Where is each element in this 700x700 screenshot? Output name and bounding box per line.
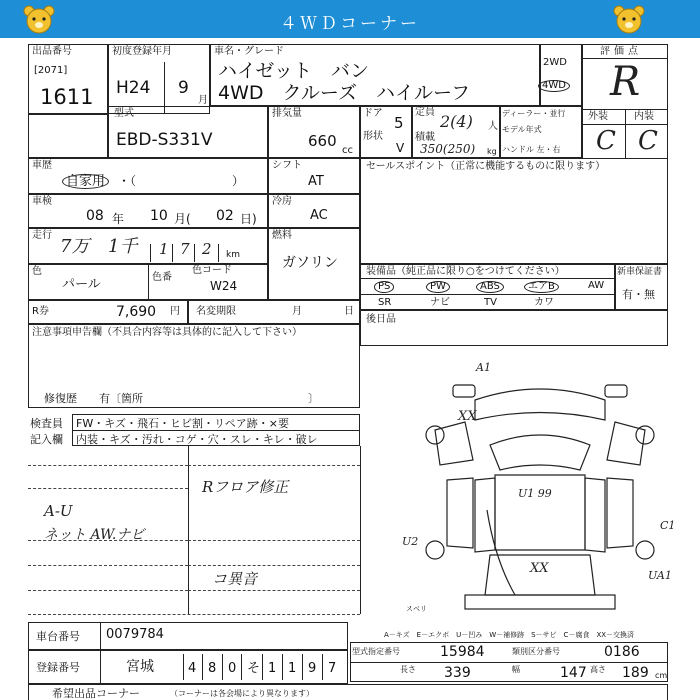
load-value: 350(250)	[420, 142, 476, 156]
fill-items: 内装・キズ・汚れ・コゲ・穴・スレ・キレ・破レ	[76, 433, 318, 446]
damage-mark: U1 99	[518, 487, 552, 500]
color-label: 色	[32, 266, 42, 277]
usage-label: 車歴	[32, 160, 52, 171]
plate-digit: 1	[268, 661, 277, 676]
handwriting-r-floor: Rフロア修正	[202, 478, 289, 496]
equip-aw: AW	[588, 280, 605, 291]
plate-digit: 0	[228, 661, 237, 676]
drive-box	[540, 44, 582, 106]
damage-mark: U2	[402, 535, 419, 548]
damage-mark: A1	[476, 361, 491, 374]
displacement-label: 排気量	[272, 108, 302, 119]
damage-mark: XX	[530, 561, 549, 576]
capacity-label: 定員	[415, 107, 435, 118]
type-code-value: 15984	[440, 644, 485, 660]
plate-digit: 1	[288, 661, 297, 676]
plate-region: 宮城	[126, 659, 154, 675]
inspection-month: 10	[150, 208, 168, 224]
dims-unit: cm	[655, 671, 668, 680]
chassis-value: 0079784	[106, 627, 164, 642]
rear-box	[360, 310, 668, 346]
footer-note: （コーナーは各会場により異なります）	[170, 689, 314, 698]
capacity-value: 2(4)	[440, 112, 473, 131]
mileage-sen: 1千	[108, 236, 138, 257]
model-label: 型式	[114, 108, 134, 119]
plate-digit: 7	[328, 661, 337, 676]
equip-airbag: エアB	[524, 281, 559, 293]
recycle-value: 7,690	[116, 304, 157, 320]
type-code-label: 型式指定番号	[352, 647, 400, 656]
handwriting-noise: コ異音	[212, 570, 258, 588]
color-code-value: W24	[210, 279, 238, 293]
handwriting-au: A-U	[44, 502, 73, 520]
footer-label: 希望出品コーナー	[52, 687, 140, 700]
color-num-label: 色番	[152, 272, 172, 283]
recycle-box	[28, 300, 188, 324]
handle-label: ハンドル 左・右	[502, 145, 561, 154]
tax-month: 月	[292, 306, 302, 317]
shift-label: シフト	[272, 160, 302, 171]
ac-value: AC	[310, 208, 328, 223]
equip-leather: カワ	[534, 297, 554, 308]
color-value: パール	[62, 277, 101, 292]
first-reg-month: 9	[178, 78, 189, 98]
interior-score: C	[638, 126, 658, 156]
equip-sr: SR	[378, 297, 392, 308]
first-reg-era: H24	[116, 78, 151, 98]
mileage-digit: 7	[180, 240, 190, 258]
score-value: R	[610, 59, 641, 105]
model-year-label: モデル年式	[502, 125, 542, 134]
equip-abs: ABS	[476, 281, 504, 293]
drive-4wd-circled: 4WD	[538, 80, 570, 92]
equip-tv: TV	[484, 297, 497, 308]
fuel-value: ガソリン	[282, 255, 338, 271]
category-label: 類別区分番号	[512, 647, 560, 656]
sales-box	[360, 158, 668, 264]
length-label: 長さ	[400, 665, 416, 674]
damage-mark: XX	[458, 409, 477, 424]
plate-digit: そ	[247, 661, 261, 676]
inspection-label: 車検	[32, 196, 52, 207]
category-value: 0186	[604, 644, 640, 660]
length-value: 339	[444, 665, 471, 681]
inspection-day-unit: 日)	[240, 212, 257, 226]
score-label: 評価点	[600, 46, 642, 57]
tax-day: 日	[344, 306, 354, 317]
handwriting-net-aw: ネット AW.ナビ	[44, 527, 145, 543]
check-items: FW・キズ・飛石・ヒビ割・リペア跡・×要	[76, 417, 289, 430]
corner-title: ４ＷＤコーナー	[280, 14, 420, 34]
load-unit: kg	[487, 147, 497, 156]
shape-label: 形状	[363, 131, 383, 142]
plate-digit: 8	[208, 661, 217, 676]
mileage-label: 走行	[32, 230, 52, 241]
notes-label: 注意事項申告欄（不具合内容等は具体的に記入して下さい）	[32, 327, 302, 338]
recycle-unit: 円	[170, 306, 180, 317]
height-value: 189	[622, 665, 649, 681]
height-label: 高さ	[590, 665, 606, 674]
mileage-man: 7万	[60, 236, 90, 257]
plate-digit: 9	[308, 661, 317, 676]
inspection-month-unit: 月(	[174, 212, 191, 226]
lot-sub: [2071]	[34, 65, 68, 76]
width-value: 147	[560, 665, 587, 681]
rear-label: 後日品	[366, 314, 396, 325]
usage-rest: ・（ ）	[118, 174, 245, 188]
bear-mascot-icon	[22, 4, 56, 34]
plate-label: 登録番号	[36, 661, 80, 674]
chassis-label: 車台番号	[36, 630, 80, 643]
tax-label: 名変期限	[196, 306, 236, 317]
doors-value: 5	[394, 114, 404, 132]
sales-label: セールスポイント（正常に機能するものに限ります）	[366, 161, 606, 172]
diagram-tag: スベリ	[406, 605, 427, 613]
exterior-label: 外装	[588, 111, 608, 122]
damage-mark: C1	[660, 519, 676, 532]
displacement-value: 660	[308, 132, 337, 150]
ac-label: 冷房	[272, 196, 292, 207]
doors-label: ドア	[363, 108, 383, 119]
mileage-unit: km	[226, 250, 240, 260]
car-name-line1: ハイゼット バン	[218, 60, 370, 82]
car-name-line2: 4WD クルーズ ハイルーフ	[218, 82, 471, 104]
shift-value: AT	[308, 174, 324, 189]
warranty-value: 有・無	[622, 288, 655, 301]
warranty-label: 新車保証書	[617, 267, 663, 277]
damage-mark: UA1	[648, 569, 672, 582]
dealer-label: ディーラー・並行	[502, 109, 566, 118]
equipment-label: 装備品（純正品に限り○をつけてください）	[366, 266, 565, 277]
usage-value-circled: 自家用	[62, 174, 109, 189]
car-name-label: 車名・グレード	[214, 46, 284, 57]
displacement-unit: cc	[342, 145, 353, 156]
check-label: 検査員	[30, 417, 63, 430]
equip-pw: PW	[426, 281, 450, 293]
color-code-label: 色コード	[192, 265, 232, 276]
lot-ext-box	[28, 114, 108, 158]
drive-2wd: 2WD	[543, 57, 567, 68]
inspection-year: 08	[86, 208, 104, 224]
width-label: 幅	[512, 665, 520, 674]
damage-legend: A－キズ E－エクボ U－凹み W－補修跡 S－サビ C－腐食 XX－交換済	[384, 631, 635, 639]
mileage-digit: 2	[202, 240, 212, 258]
equip-navi: ナビ	[430, 297, 450, 308]
interior-label: 内装	[634, 111, 654, 122]
lot-label: 出品番号	[32, 46, 72, 57]
plate-digit: 4	[188, 661, 197, 676]
recycle-label: R券	[32, 306, 49, 317]
fuel-label: 燃料	[272, 230, 292, 241]
first-reg-label: 初度登録年月	[112, 46, 172, 57]
bear-mascot-icon	[612, 4, 646, 34]
exterior-score: C	[596, 126, 616, 156]
equip-ps: PS	[374, 281, 394, 293]
lot-number: 1611	[40, 85, 94, 109]
fill-label: 記入欄	[30, 433, 63, 446]
inspection-day: 02	[216, 208, 234, 224]
load-label: 積載	[415, 132, 435, 143]
inspection-year-unit: 年	[112, 212, 125, 226]
repair-history: 修復歴 有〔箇所 〕	[44, 392, 319, 405]
capacity-unit: 人	[488, 121, 498, 132]
mileage-digit: 1	[159, 240, 169, 258]
first-reg-month-unit: 月	[198, 95, 208, 106]
model-value: EBD-S331V	[116, 130, 213, 150]
shape-value: V	[396, 141, 405, 155]
